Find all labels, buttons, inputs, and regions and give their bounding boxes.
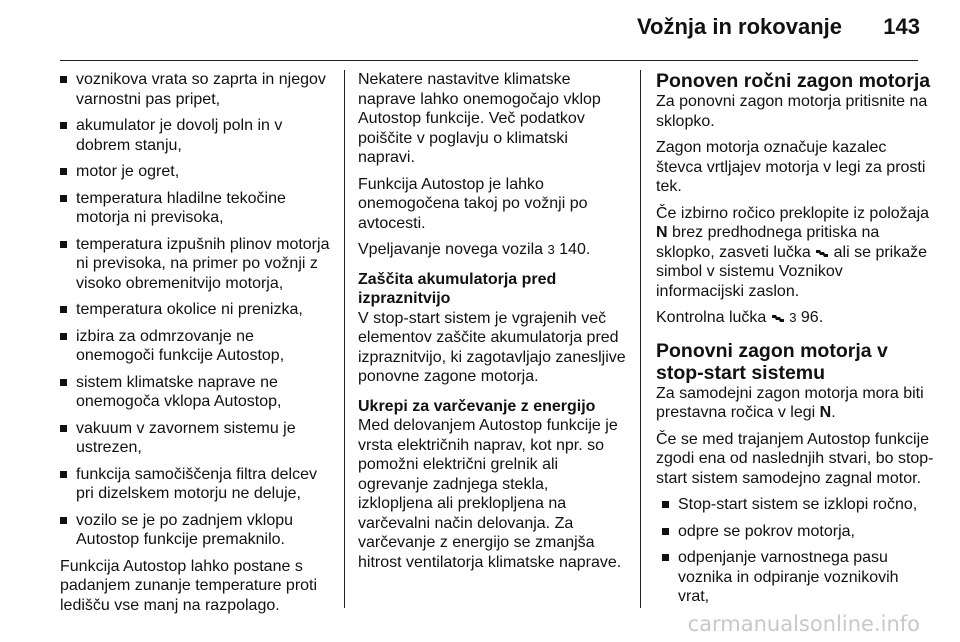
paragraph: Če se med trajanjem Autostop funkcije zgodi ena od naslednjih stvari, bo stop-start sistem samodejno zagnal motor. (656, 430, 934, 487)
list-item: akumulator je dovolj poln in v dobrem stanju, (60, 116, 332, 155)
section-heading: Ponovni zagon motorja v stop-start sistemu (656, 339, 888, 384)
section-title: Vožnja in rokovanje (637, 14, 842, 39)
column-3 (656, 70, 934, 614)
list-item: vakuum v zavornem sistemu je ustrezen, (60, 419, 332, 458)
engine-start-indicator-icon (771, 313, 785, 323)
column-divider-2 (640, 70, 641, 608)
paragraph: V stop-start sistem je vgrajenih več elementov zaščite akumulatorja pred izpraznitvijo, ki zagotavljajo zanesljive ponovne zagone motorja. (358, 309, 626, 385)
reference-arrow-icon: 3 (789, 310, 797, 325)
restart-conditions-list (656, 495, 934, 607)
cross-reference-paragraph: Vpeljavanje novega vozila 3 140. (358, 241, 591, 258)
subheading: Ukrepi za varčevanje z energijo (358, 397, 596, 415)
subheading: Zaščita akumulatorja pred izpraznitvijo (358, 270, 557, 307)
list-item: odpenjanje varnostnega pasu voznika in odpiranje voznikovih vrat, (662, 548, 934, 607)
paragraph: Funkcija Autostop je lahko onemogočena takoj po vožnji po avtocesti. (358, 175, 588, 232)
gear-position: N (656, 224, 668, 241)
bullet-icon (662, 528, 669, 535)
bullet-icon (60, 471, 67, 478)
paragraph: Če izbirno ročico preklopite iz položaja N brez predhodnega pritiska na sklopko, zasveti lučka ali se prikaže simbol v sistemu Voznikov informacijski zaslon. (656, 204, 930, 300)
gear-position: N (819, 404, 832, 421)
paragraph: Za samodejni zagon motorja mora biti prestavna ročica v legi N. (656, 384, 924, 421)
reference-arrow-icon: 3 (547, 242, 555, 257)
column-1 (60, 70, 332, 622)
list-item: Stop-start sistem se izklopi ročno, (662, 495, 934, 515)
list-item: vozilo se je po zadnjem vklopu Autostop funkcije premaknilo. (60, 511, 332, 550)
paragraph: Zagon motorja označuje kazalec števca vrtljajev motorja v legi za prosti tek. (656, 139, 926, 195)
column-2 (358, 70, 626, 579)
list-item: odpre se pokrov motorja, (662, 522, 934, 542)
reference-link[interactable]: 140. (559, 241, 591, 258)
closing-paragraph: Funkcija Autostop lahko postane s padanjem zunanje temperature proti ledišču vse manj na razpolago. (60, 557, 318, 614)
section-heading: Ponoven ročni zagon motorja (656, 70, 931, 92)
bullet-icon (60, 241, 67, 248)
bullet-icon (662, 554, 669, 561)
reference-link[interactable]: 96. (800, 309, 824, 326)
header-divider (60, 60, 918, 61)
bullet-icon (662, 501, 669, 508)
list-item: voznikova vrata so zaprta in njegov varnostni pas pripet, (60, 70, 332, 109)
bullet-icon (60, 306, 67, 313)
column-divider-1 (344, 70, 345, 608)
bullet-icon (60, 122, 67, 129)
paragraph: Za ponovni zagon motorja pritisnite na sklopko. (656, 93, 928, 130)
bullet-icon (60, 425, 67, 432)
list-item: temperatura okolice ni prenizka, (60, 300, 332, 320)
list-item: temperatura izpušnih plinov motorja ni previsoka, na primer po vožnji z visoko obremenitvijo motorja, (60, 235, 332, 294)
watermark: carmanualsonline.info (687, 612, 920, 636)
bullet-icon (60, 517, 67, 524)
bullet-icon (60, 379, 67, 386)
paragraph: Med delovanjem Autostop funkcije je vrsta električnih naprav, kot npr. so pomožni električni grelnik ali ogrevanje zadnjega stekla, izklopljena ali preklopljena na varčevalni način delovanja. Za varčevanje z energijo se zmanjša hitrost ventilatorja klimatske naprave. (358, 417, 622, 571)
paragraph: Kontrolna lučka 3 96. (656, 309, 824, 326)
bullet-icon (60, 333, 67, 340)
engine-start-indicator-icon (815, 248, 829, 258)
list-item: izbira za odmrzovanje ne onemogoči funkcije Autostop, (60, 327, 332, 366)
list-item: sistem klimatske naprave ne onemogoča vklopa Autostop, (60, 373, 332, 412)
bullet-icon (60, 76, 67, 83)
list-item: funkcija samočiščenja filtra delcev pri dizelskem motorju ne deluje, (60, 465, 332, 504)
paragraph: Nekatere nastavitve klimatske naprave lahko onemogočajo vklop Autostop funkcije. Več podatkov poiščite v poglavju o klimatski napravi. (358, 71, 601, 166)
list-item: motor je ogret, (60, 162, 332, 182)
bullet-icon (60, 195, 67, 202)
conditions-list (60, 70, 332, 550)
page-number: 143 (883, 14, 920, 39)
bullet-icon (60, 168, 67, 175)
list-item: temperatura hladilne tekočine motorja ni previsoka, (60, 189, 332, 228)
page-header (0, 0, 960, 56)
